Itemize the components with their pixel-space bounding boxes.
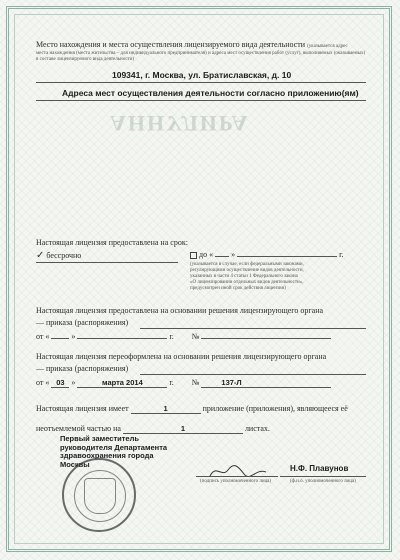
appendix-label-a: Настоящая лицензия имеет (36, 404, 129, 413)
signer-name-caption: (ф.и.о. уполномоченного лица) (290, 479, 356, 484)
signer-name-underline (280, 476, 366, 477)
reissued-label: Настоящая лицензия переоформлена на основании решения лицензирующего органа (36, 352, 327, 361)
stamp-emblem-icon (84, 478, 116, 514)
appendix-count: 1 (131, 404, 201, 414)
reissue-number-label: № (191, 378, 200, 387)
basis-number-label: № (191, 332, 200, 341)
checkmark-icon: ✓ (36, 250, 45, 261)
sheets-count: 1 (123, 424, 243, 434)
term-unlimited-underline (36, 262, 178, 263)
reissue-number: 137-Л (201, 378, 331, 388)
location-note-line2: места нахождения (места жительства – для индивидуального предпринимателя) и адреса мест осуществления работ (услуг), выполняемых (оказываемых) (36, 51, 366, 56)
official-stamp (62, 458, 136, 532)
term-label: Настоящая лицензия предоставлена на срок: (36, 238, 188, 247)
basis-order-underline (140, 328, 366, 329)
reissue-from-label: от « (36, 378, 50, 387)
term-note-line: (указывается в случае, если федеральными законами, (190, 262, 304, 267)
checkbox-icon (190, 252, 197, 259)
signature (208, 462, 268, 480)
basis-from-label: от « (36, 332, 50, 341)
term-note-line: предусмотрен иной срок действия лицензии) (190, 286, 286, 291)
address-underline (36, 82, 366, 83)
basis-order-label: — приказа (распоряжения) (36, 318, 129, 327)
reissue-close-quote: » (71, 378, 76, 387)
appendix-row (36, 404, 348, 414)
reissue-day: 03 (51, 378, 69, 388)
signer-name: Н.Ф. Плавунов (290, 464, 349, 473)
basis-close-quote: » (71, 332, 76, 341)
term-note (190, 262, 304, 292)
address: 109341, г. Москва, ул. Братиславская, д. 10 (112, 70, 292, 80)
appendix-label-b: приложение (приложения), являющееся её (202, 404, 348, 413)
location-heading-note: (указывается адрес (307, 44, 348, 49)
basis-year-label: г. (169, 332, 174, 341)
addresses-appendix: Адреса мест осуществления деятельности согласно приложению(ям) (62, 88, 359, 98)
reissue-order-underline (140, 374, 366, 375)
cancelled-watermark: АННУЛИРА (110, 111, 250, 136)
location-heading (36, 40, 348, 49)
term-note-line: регулирующими осуществление видов деятельности, (190, 268, 304, 273)
signature-caption: (подпись уполномоченного лица) (200, 479, 272, 484)
basis-date-row (36, 332, 331, 341)
term-unlimited-option (36, 250, 81, 261)
reissue-year-label: г. (169, 378, 174, 387)
signer-title-line: Первый заместитель (60, 434, 139, 443)
appendix-underline (36, 100, 366, 101)
integral-row (36, 424, 270, 434)
reissue-month: марта 2014 (77, 378, 167, 388)
reissue-date-row (36, 378, 331, 388)
term-until-option (190, 250, 343, 259)
sheets-label: листах. (244, 424, 270, 433)
location-heading-text: Место нахождения и места осуществления лицензируемого вида деятельности (36, 40, 306, 49)
location-note-line3: в составе лицензируемого вида деятельности) (36, 57, 135, 62)
reissue-order-label: — приказа (распоряжения) (36, 364, 129, 373)
term-note-line: «О лицензировании отдельных видов деятельности», (190, 280, 304, 285)
term-until-prefix: до « (199, 250, 214, 259)
term-note-line: указанных в части 4 статьи 1 Федерального закона (190, 274, 298, 279)
signer-title-line: руководителя Департамента (60, 442, 168, 452)
signer-title-line: Москвы (60, 459, 90, 469)
term-unlimited-text: бессрочно (46, 251, 82, 260)
integral-label: неотъемлемой частью на (36, 424, 121, 433)
signer-title-line: здравоохранения города (60, 451, 154, 460)
signature-underline (196, 476, 278, 477)
basis-label: Настоящая лицензия предоставлена на основании решения лицензирующего органа (36, 306, 324, 315)
term-until-mid: » (231, 250, 236, 259)
term-until-year: г. (339, 250, 344, 259)
